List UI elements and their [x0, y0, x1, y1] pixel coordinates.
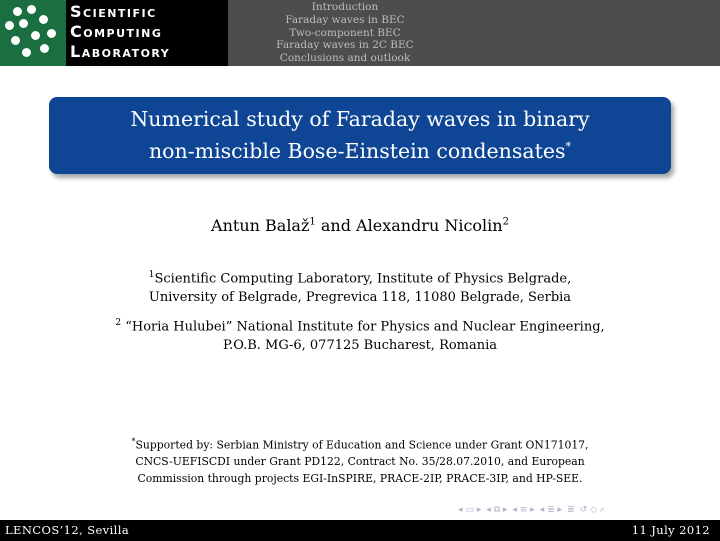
header-bar [0, 0, 720, 66]
footnote-line: Commission through projects EGI-InSPIRE, PRACE-2IP, PRACE-3IP, and HP-SEE. [137, 471, 583, 485]
author-2-affil: 2 [502, 216, 509, 228]
nav-item-conclusions[interactable]: Conclusions and outlook [279, 52, 411, 65]
affiliation-2 [0, 314, 720, 355]
footer-bar [0, 520, 720, 541]
affiliation-number: 2 [115, 318, 122, 328]
nav-item-faraday-waves-bec[interactable]: Faraday waves in BEC [285, 13, 405, 26]
title-line-1: Numerical study of Faraday waves in binary [130, 107, 590, 132]
logo-line: Laboratory [70, 42, 171, 61]
title-line-2: non-miscible Bose-Einstein condensates [148, 138, 566, 163]
logo-line: Scientific [70, 2, 157, 21]
beamer-navigation [458, 503, 708, 517]
section-navigation [250, 1, 440, 65]
footnote-mark: * [131, 437, 136, 446]
footnote-line: CNCS-UEFISCDI under Grant PD122, Contract No. 35/28.07.2010, and European [135, 455, 585, 469]
nav-item-two-component-bec[interactable]: Two-component BEC [289, 26, 401, 39]
funding-footnote [0, 434, 720, 487]
title-box [49, 97, 671, 174]
affiliation-line: “Horia Hulubei” National Institute for Physics and Nuclear Engineering, [125, 319, 605, 335]
author-1: Antun Balaž [211, 216, 310, 235]
footer-date: 11 July 2012 [631, 523, 710, 537]
nav-item-faraday-waves-2c-bec[interactable]: Faraday waves in 2C BEC [276, 39, 414, 52]
author-conj: and [315, 216, 357, 235]
footnote-line: Supported by: Serbian Ministry of Education and Science under Grant ON171017, [135, 438, 589, 452]
affiliation-number: 1 [148, 270, 155, 280]
affiliation-line: Scientific Computing Laboratory, Institute of Physics Belgrade, [154, 271, 572, 287]
nav-search-icon[interactable]: ↺ ◇ ⌕ [579, 505, 605, 515]
nav-next-section-icon[interactable]: ◂ ≣ ▸ [539, 505, 563, 515]
affiliation-line: P.O.B. MG-6, 077125 Bucharest, Romania [222, 338, 498, 354]
title-footnote-mark: * [565, 140, 572, 154]
logo-line: Computing [70, 22, 163, 41]
lab-logo [0, 0, 228, 66]
footer-event: LENCOS’12, Sevilla [5, 523, 130, 537]
logo-dots-icon [0, 0, 66, 66]
slide-title [130, 106, 589, 165]
author-2: Alexandru Nicolin [356, 216, 503, 235]
authors [0, 216, 720, 235]
nav-prev-section-icon[interactable]: ◂ ≡ ▸ [512, 505, 535, 515]
nav-prev-frame-icon[interactable]: ◂ ▭ ▸ [458, 505, 482, 515]
affiliation-line: University of Belgrade, Pregrevica 118, 11080 Belgrade, Serbia [148, 290, 572, 306]
logo-text [70, 2, 226, 62]
nav-prev-subsection-icon[interactable]: ◂ ⧉ ▸ [486, 505, 508, 515]
author-1-affil: 1 [309, 216, 316, 228]
affiliation-1 [0, 266, 720, 307]
nav-item-introduction[interactable]: Introduction [311, 1, 379, 13]
nav-appendix-icon[interactable]: ≣ [567, 505, 575, 515]
